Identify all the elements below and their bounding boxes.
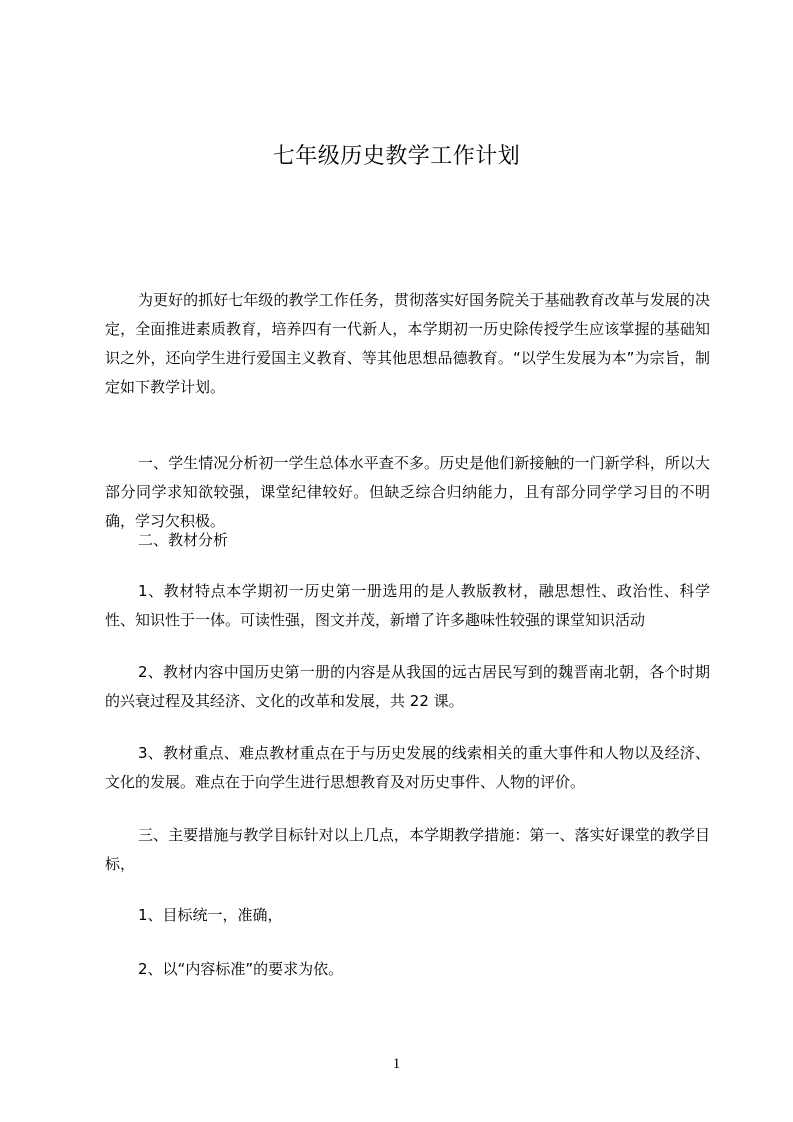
paragraph-textbook-features: 1、教材特点本学期初一历史第一册选用的是人教版教材，融思想性、政治性、科学性、知识性于一体。可读性强，图文并茂，新增了许多趣味性较强的课堂知识活动 [105, 582, 710, 629]
paragraph-measures: 三、主要措施与教学目标针对以上几点，本学期教学措施：第一、落实好课堂的教学目标， [105, 826, 710, 873]
paragraph-content-standard: 2、以“内容标准”的要求为依。 [138, 960, 344, 978]
page-number: 1 [392, 1056, 401, 1072]
paragraph-key-points: 3、教材重点、难点教材重点在于与历史发展的线索相关的重大事件和人物以及经济、文化的发展。难点在于向学生进行思想教育及对历史事件、人物的评价。 [105, 744, 710, 791]
document-title: 七年级历史教学工作计划 [272, 144, 521, 169]
paragraph-intro: 为更好的抓好七年级的教学工作任务，贯彻落实好国务院关于基础教育改革与发展的决定，全面推进素质教育，培养四有一代新人，本学期初一历史除传授学生应该掌握的基础知识之外，还向学生进行爱国主义教育、等其他思想品德教育。“以学生发展为本”为宗旨，制定如下教学计划。 [105, 291, 710, 396]
paragraph-section-textbook-analysis: 二、教材分析 [138, 531, 229, 549]
paragraph-textbook-content: 2、教材内容中国历史第一册的内容是从我国的远古居民写到的魏晋南北朝，各个时期的兴衰过程及其经济、文化的改革和发展，共 22 课。 [105, 663, 710, 710]
paragraph-goal-unified: 1、目标统一，准确， [138, 906, 283, 924]
paragraph-student-analysis: 一、学生情况分析初一学生总体水平查不多。历史是他们新接触的一门新学科，所以大部分同学求知欲较强，课堂纪律较好。但缺乏综合归纳能力，且有部分同学学习目的不明确，学习欠积极。 [105, 454, 710, 530]
